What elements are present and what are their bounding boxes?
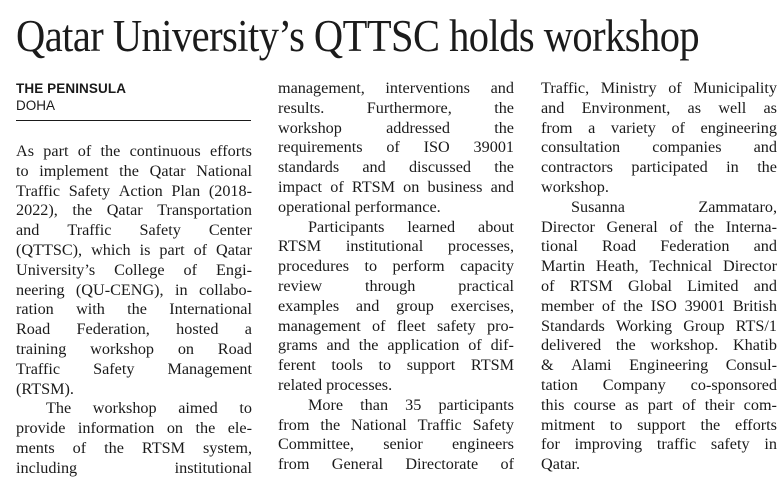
word: of <box>669 217 683 236</box>
word: of <box>541 276 555 295</box>
word: efforts <box>735 415 777 434</box>
word: neering <box>16 280 65 299</box>
word: to <box>364 257 378 276</box>
word: Alami <box>571 356 612 375</box>
word: ISO <box>650 296 677 315</box>
word: Center <box>208 221 252 240</box>
word: 2022), <box>16 201 58 220</box>
word: improving <box>574 435 643 454</box>
word: Global <box>627 276 672 295</box>
word: the <box>623 296 643 315</box>
word: about <box>478 217 514 236</box>
article-column-2 <box>278 79 514 475</box>
article-headline: Qatar University’s QTTSC holds workshop <box>16 11 700 61</box>
word: impact <box>278 177 323 196</box>
word: and <box>362 158 386 177</box>
word: and <box>16 221 40 240</box>
word: with <box>76 300 105 319</box>
article-text-line: workshop. <box>541 177 609 196</box>
word: University’s <box>16 260 96 279</box>
word: the <box>494 118 514 137</box>
article-text-line <box>16 182 252 202</box>
word: exercises, <box>450 296 514 315</box>
article-text-line <box>541 336 777 356</box>
article-text-line <box>278 297 514 317</box>
word: from <box>541 118 573 137</box>
word: part <box>43 142 69 160</box>
word: mitment <box>541 415 595 434</box>
word: hosted <box>176 320 219 339</box>
article-text-line <box>541 237 777 257</box>
word: a <box>588 118 596 137</box>
word: the <box>358 336 379 355</box>
word: participants <box>438 395 514 414</box>
word: companies <box>652 138 722 157</box>
article-text-line <box>278 396 514 416</box>
word: Director <box>723 257 777 276</box>
word: on <box>403 177 420 196</box>
word: well <box>718 98 747 117</box>
word: RTS/1 <box>735 316 777 335</box>
word: in <box>726 158 739 177</box>
word: ISO <box>423 138 450 157</box>
word: the <box>494 98 514 117</box>
word: Working <box>615 316 673 335</box>
word: consultation <box>541 138 621 157</box>
word: of <box>468 336 482 355</box>
word: as <box>763 98 777 117</box>
word: support <box>406 356 456 375</box>
word: Group <box>683 316 725 335</box>
word: of <box>682 395 696 414</box>
word: RTSM <box>470 356 514 375</box>
article-text-line <box>16 300 252 320</box>
word: workshop <box>278 118 342 137</box>
word: grams <box>278 336 318 355</box>
word: pro- <box>486 316 514 335</box>
word: the <box>119 161 139 180</box>
word: National <box>351 415 407 434</box>
word: procedures <box>278 257 350 276</box>
article-text-line <box>278 356 514 376</box>
word: Susanna <box>571 197 625 216</box>
word: part <box>647 395 673 414</box>
word: of <box>72 438 87 457</box>
word: and <box>355 296 380 315</box>
word: ments <box>16 438 55 457</box>
word: (QU-CENG), <box>75 280 164 299</box>
word: Director <box>541 217 595 236</box>
article-text-line <box>16 419 252 439</box>
word: the <box>700 415 721 434</box>
word: business <box>427 177 483 196</box>
article-text-line <box>16 221 252 241</box>
word: member <box>541 296 595 315</box>
word: efforts <box>209 142 252 160</box>
word: institutional <box>174 458 252 477</box>
article-text-line <box>541 356 777 376</box>
word: As <box>16 142 34 160</box>
article-text-line <box>278 138 514 158</box>
word: than <box>360 395 389 414</box>
word: aimed <box>178 399 218 418</box>
article-text-line <box>16 459 252 479</box>
word: RTSM <box>569 276 613 295</box>
article-text-line <box>16 320 252 340</box>
article-text-line <box>278 277 514 297</box>
article-text-line <box>16 261 252 281</box>
article-column-1 <box>16 142 252 479</box>
article-text-line <box>16 241 252 261</box>
article-text-line <box>278 158 514 178</box>
article-text-line <box>278 119 514 139</box>
word: General <box>606 217 658 236</box>
word: Traffic <box>16 181 61 200</box>
article-text-line <box>278 257 514 277</box>
word: the <box>104 438 124 457</box>
word: interventions <box>385 79 470 97</box>
word: Management <box>167 359 252 378</box>
word: Plan <box>171 181 201 200</box>
word: National <box>196 161 252 180</box>
word: tional <box>541 237 578 256</box>
word: workshop <box>92 399 157 418</box>
word: to <box>16 161 29 180</box>
word: Action <box>118 181 163 200</box>
word: standards <box>278 158 340 177</box>
word: Engi- <box>216 260 252 279</box>
word: review <box>278 276 323 295</box>
word: application <box>387 336 460 355</box>
word: engineers <box>451 435 514 454</box>
word: and <box>753 237 777 256</box>
word: the <box>195 419 216 438</box>
word: from <box>278 455 310 474</box>
article-text-line <box>16 340 252 360</box>
word: General <box>331 455 384 474</box>
word: management, <box>278 79 365 97</box>
word: 35 <box>405 395 422 414</box>
article-text-line <box>278 435 514 455</box>
article-text-line <box>541 435 777 455</box>
word: variety <box>610 118 656 137</box>
word: of <box>330 177 344 196</box>
article-text-line <box>16 439 252 459</box>
word: provide <box>16 419 66 438</box>
word: the <box>494 158 514 177</box>
word: International <box>169 300 252 319</box>
word: (2018- <box>208 181 252 200</box>
word: 39001 <box>684 296 726 315</box>
word: course <box>573 395 616 414</box>
word: from <box>278 415 310 434</box>
word: the <box>100 142 121 160</box>
word: Safety <box>472 415 514 434</box>
word: is <box>139 240 151 259</box>
word: through <box>364 276 416 295</box>
word: Committee, <box>278 435 354 454</box>
word: Traffic, <box>541 79 590 97</box>
article-text-line <box>541 257 777 277</box>
word: Traffic <box>67 221 112 240</box>
word: institutional <box>345 237 424 256</box>
word: group <box>396 296 434 315</box>
article-text-line <box>278 317 514 337</box>
word: and <box>753 138 777 157</box>
article-text-line <box>278 218 514 238</box>
word: to <box>378 356 392 375</box>
word: engineering <box>700 118 777 137</box>
word: of <box>386 138 400 157</box>
article-text-line <box>541 79 777 99</box>
word: tation <box>541 375 578 394</box>
article-text-line <box>541 218 777 238</box>
word: Limited <box>687 276 739 295</box>
word: practical <box>458 276 514 295</box>
word: Participants <box>308 217 385 236</box>
word: tools <box>331 356 363 375</box>
word: Federation, <box>76 320 150 339</box>
word: the <box>694 217 715 236</box>
word: Qatar <box>216 240 252 259</box>
word: Standards <box>541 316 605 335</box>
word: discussed <box>408 158 471 177</box>
word: Khatib <box>732 336 777 355</box>
article-text-line <box>278 455 514 475</box>
word: Safety <box>68 181 111 200</box>
article-text-line: operational performance. <box>278 197 441 216</box>
article-text-line <box>16 399 252 419</box>
word: perform <box>392 257 445 276</box>
word: Safety <box>139 221 181 240</box>
word: Traffic <box>417 415 462 434</box>
word: workshop <box>90 339 155 358</box>
word: results. <box>278 98 325 117</box>
word: safety <box>710 435 750 454</box>
word: which <box>91 240 131 259</box>
word: Road <box>16 320 51 339</box>
word: delivered <box>541 336 602 355</box>
word: training <box>16 339 67 358</box>
article-text-line <box>541 99 777 119</box>
word: of <box>77 142 92 160</box>
byline-source: THE PENINSULA <box>16 81 127 96</box>
word: to <box>239 399 252 418</box>
word: co-sponsored <box>690 375 777 394</box>
word: part <box>159 240 185 259</box>
byline-divider <box>16 120 251 121</box>
word: for <box>541 435 560 454</box>
word: addressed <box>386 118 450 137</box>
word: processes, <box>447 237 514 256</box>
article-text-line: (RTSM). <box>16 379 74 398</box>
article-text-line <box>541 297 777 317</box>
word: their <box>704 395 735 414</box>
article-text-line <box>541 396 777 416</box>
article-text-line <box>16 142 252 162</box>
article-text-line <box>541 376 777 396</box>
word: in <box>174 280 188 299</box>
word: the <box>72 201 93 220</box>
word: the <box>320 415 341 434</box>
word: implement <box>39 161 109 180</box>
word: Qatar <box>106 201 143 220</box>
word: com- <box>743 395 777 414</box>
article-text-line <box>541 138 777 158</box>
word: in <box>764 435 777 454</box>
word: RTSM <box>351 177 395 196</box>
article-text-line <box>541 416 777 436</box>
word: Environment, <box>581 98 671 117</box>
word: safety <box>436 316 476 335</box>
word: Interna- <box>725 217 777 236</box>
article-text-line: related processes. <box>278 375 393 394</box>
article-text-line <box>541 317 777 337</box>
word: British <box>732 296 777 315</box>
word: to <box>609 415 623 434</box>
word: a <box>244 320 252 339</box>
word: 39001 <box>473 138 514 157</box>
article-text-line <box>278 237 514 257</box>
word: of <box>671 118 685 137</box>
word: Company <box>602 375 666 394</box>
word: Road <box>601 237 637 256</box>
article-text-line <box>16 201 252 221</box>
word: support <box>637 415 686 434</box>
article-text-line: Qatar. <box>541 455 581 474</box>
word: ferent <box>278 356 316 375</box>
word: Heath, <box>595 257 639 276</box>
word: including <box>16 458 78 477</box>
word: participated <box>631 158 708 177</box>
article-text-line <box>278 99 514 119</box>
word: of <box>500 455 514 474</box>
article-text-line <box>16 281 252 301</box>
word: Technical <box>649 257 713 276</box>
word: Road <box>217 339 252 358</box>
word: Engineering <box>629 356 709 375</box>
word: Furthermore, <box>366 98 452 117</box>
word: Directorate <box>405 455 479 474</box>
word: RTSM <box>278 237 322 256</box>
word: contractors <box>541 158 613 177</box>
word: the <box>615 336 636 355</box>
word: and <box>541 98 565 117</box>
word: Safety <box>93 359 135 378</box>
word: fleet <box>396 316 426 335</box>
word: of <box>183 260 198 279</box>
word: of <box>372 316 386 335</box>
word: information <box>77 419 155 438</box>
word: capacity <box>460 257 514 276</box>
word: system, <box>202 438 252 457</box>
word: on <box>177 339 194 358</box>
word: and <box>753 276 777 295</box>
word: ele- <box>227 419 252 438</box>
word: of <box>668 79 682 97</box>
word: management <box>278 316 361 335</box>
word: of <box>193 240 208 259</box>
article-text-line <box>541 198 777 218</box>
article-text-line <box>16 162 252 182</box>
article-text-line <box>278 416 514 436</box>
word: this <box>541 395 565 414</box>
word: and <box>490 79 514 97</box>
word: RTSM <box>141 438 185 457</box>
word: continuous <box>129 142 201 160</box>
article-text-line <box>541 158 777 178</box>
article-text-line <box>278 79 514 99</box>
article-text-line <box>541 119 777 139</box>
article-column-3 <box>541 79 777 475</box>
article-text-line <box>278 178 514 198</box>
word: collabo- <box>198 280 252 299</box>
word: Consul- <box>725 356 777 375</box>
byline-dateline: DOHA <box>16 98 56 113</box>
word: Qatar <box>149 161 186 180</box>
word: the <box>757 158 777 177</box>
word: The <box>46 399 72 418</box>
word: traffic <box>656 435 697 454</box>
word: learned <box>407 217 456 236</box>
byline <box>16 80 251 121</box>
word: workshop. <box>650 336 719 355</box>
word: of <box>601 296 616 315</box>
word: Federation <box>660 237 730 256</box>
word: Martin <box>541 257 586 276</box>
word: Zammataro, <box>698 197 777 216</box>
word: examples <box>278 296 340 315</box>
word: as <box>687 98 702 117</box>
word: Traffic <box>16 359 61 378</box>
article-text-line <box>541 277 777 297</box>
word: More <box>308 395 344 414</box>
word: as <box>625 395 639 414</box>
word: & <box>541 356 554 375</box>
word: College <box>114 260 165 279</box>
word: and <box>326 336 350 355</box>
word: senior <box>383 435 423 454</box>
word: (QTTSC), <box>16 240 83 259</box>
word: Municipality <box>693 79 777 97</box>
word: Transportation <box>157 201 252 220</box>
word: ration <box>16 300 54 319</box>
word: the <box>127 300 147 319</box>
article-text-line <box>16 360 252 380</box>
word: and <box>490 177 514 196</box>
word: on <box>166 419 184 438</box>
article-text-line <box>278 336 514 356</box>
word: dif- <box>490 336 514 355</box>
word: requirements <box>278 138 363 157</box>
word: Ministry <box>600 79 657 97</box>
